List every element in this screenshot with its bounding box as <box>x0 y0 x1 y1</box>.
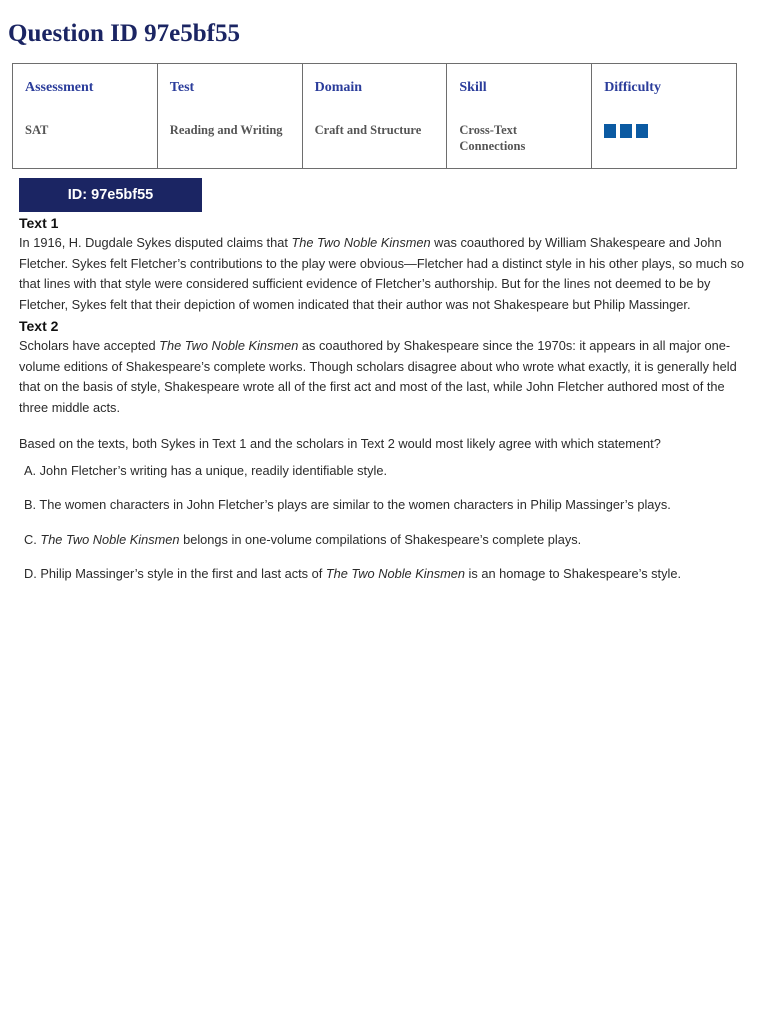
meta-value-domain: Craft and Structure <box>314 123 422 137</box>
difficulty-bar <box>620 124 632 138</box>
difficulty-bar <box>604 124 616 138</box>
meta-cell-assessment <box>13 64 158 169</box>
meta-header-skill: Skill <box>459 80 487 95</box>
choice-text <box>40 566 681 581</box>
answer-choice-c[interactable] <box>24 530 747 551</box>
meta-cell-domain <box>302 64 447 169</box>
page-title: Question ID 97e5bf55 <box>8 20 240 47</box>
difficulty-indicator <box>604 124 724 138</box>
meta-cell-test <box>157 64 302 169</box>
text-2-passage <box>19 336 747 418</box>
metadata-row <box>13 64 737 169</box>
choice-letter: B. <box>24 497 37 512</box>
text-2-paragraph <box>19 336 747 418</box>
text-segment: Scholars have accepted <box>19 338 160 353</box>
choice-letter: D. <box>24 566 37 581</box>
text-segment: belongs in one-volume compilations of Shakespeare’s complete plays. <box>179 531 582 547</box>
text-1-passage <box>19 233 747 315</box>
answer-choice-b[interactable] <box>24 495 747 516</box>
text-segment: The women characters in John Fletcher’s plays are similar to the women characters in Philip Massinger’s plays. <box>39 497 671 512</box>
meta-header-assessment: Assessment <box>25 80 94 95</box>
text-segment: is an homage to Shakespeare’s style. <box>465 566 682 581</box>
choice-letter: C. <box>24 531 37 547</box>
choice-text <box>39 497 670 512</box>
meta-header-difficulty: Difficulty <box>604 80 661 95</box>
meta-cell-skill <box>447 64 592 169</box>
choice-text <box>40 532 581 547</box>
meta-cell-difficulty <box>592 64 737 169</box>
meta-value-assessment: SAT <box>25 123 49 137</box>
meta-header-test: Test <box>169 80 195 95</box>
question-id-banner: ID: 97e5bf55 <box>19 178 202 212</box>
meta-value-test: Reading and Writing <box>169 123 283 137</box>
italic-title-segment: The Two Noble Kinsmen <box>325 566 465 581</box>
question-stem: Based on the texts, both Sykes in Text 1 and the scholars in Text 2 would most likely agree with which statement? <box>19 436 661 451</box>
question-metadata-table <box>12 63 737 169</box>
text-segment: John Fletcher’s writing has a unique, readily identifiable style. <box>39 462 388 478</box>
answer-choices <box>19 461 747 585</box>
meta-value-skill: Cross-Text Connections <box>459 123 526 153</box>
text-segment: In 1916, H. Dugdale Sykes disputed claims that <box>19 235 292 250</box>
text-segment: Philip Massinger’s style in the first and last acts of <box>40 566 326 581</box>
choice-text <box>40 463 387 478</box>
text-segment: as coauthored by Shakespeare since the 1970s: it appears in all major one-volume editions of Shakespeare’s complete works. Though scholars disagree about who wrote what exactly, it is generally held that on the basis of style, Shakespeare wrote all of the first act and most of the last, while John Fletcher authored most of the three middle acts. <box>19 338 737 415</box>
question-content <box>19 214 747 599</box>
meta-header-domain: Domain <box>314 80 363 95</box>
italic-title-segment: The Two Noble Kinsmen <box>159 338 299 353</box>
italic-title-segment: The Two Noble Kinsmen <box>40 531 180 547</box>
answer-choice-d[interactable] <box>24 564 747 585</box>
difficulty-bar <box>636 124 648 138</box>
text-2-heading: Text 2 <box>19 318 59 334</box>
choice-letter: A. <box>24 462 37 478</box>
text-1-paragraph <box>19 233 747 315</box>
text-1-heading: Text 1 <box>19 215 59 231</box>
italic-title-segment: The Two Noble Kinsmen <box>291 235 431 250</box>
answer-choice-a[interactable] <box>24 461 747 482</box>
text-segment: was coauthored by William Shakespeare and John Fletcher. Sykes felt Fletcher’s contributions to the play were obvious—Fletcher had a distinct style in his other plays, so much so that lines with that style were considered sufficient evidence of Fletcher’s authorship. But for the lines not deemed to be by Fletcher, Sykes felt that their depiction of women indicated that their author was not Shakespeare but Philip Massinger. <box>19 235 745 312</box>
